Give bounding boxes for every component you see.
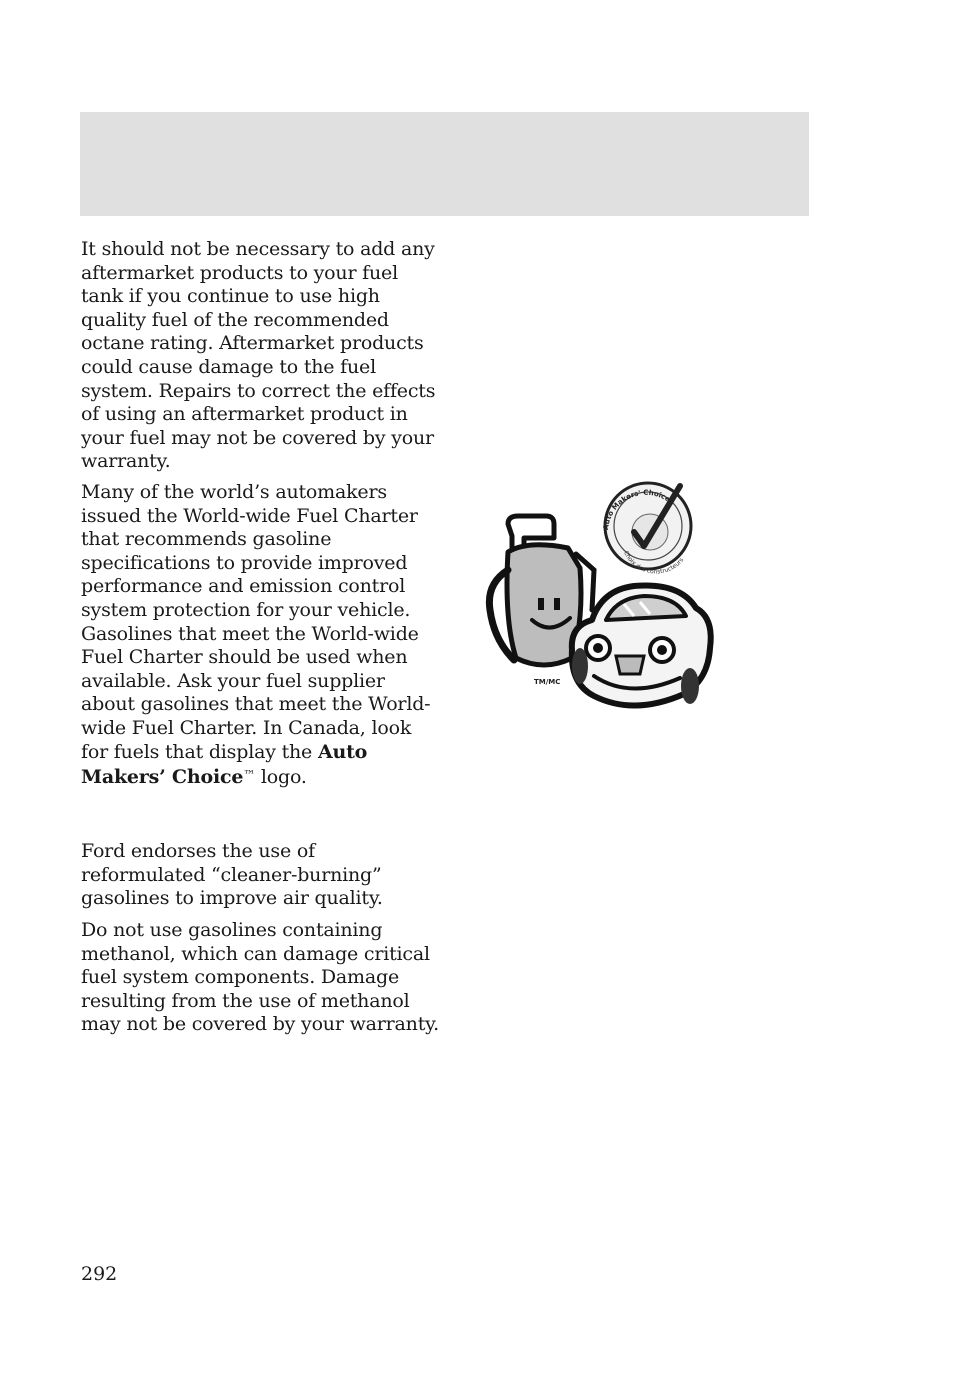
paragraph-reformulated-gasoline [81, 840, 441, 911]
trademark-symbol: ™ [243, 768, 256, 783]
paragraph-methanol-warning [81, 919, 441, 1037]
paragraph-fuel-charter [81, 481, 441, 790]
paragraph-tail: logo. [255, 766, 307, 789]
seal-check-icon [602, 483, 691, 576]
paragraph-text: Do not use gasolines containing methanol, which can damage critical fuel system components. Damage resulting from the use of methanol may not be covered by your warranty. [81, 919, 439, 1036]
paragraph-text: Many of the world’s automakers issued the World-wide Fuel Charter that recommends gasoline specifications to provide improved performance and emission control system protection for your vehicle. Gasolines that meet the World-wide Fuel Charter should be used when available. Ask your fuel supplier about gasolines that meet the World-wide Fuel Charter. In Canada, look for fuels that display the [81, 481, 431, 763]
paragraph-aftermarket-products [81, 238, 441, 474]
seal-text-top: Auto Makers' Choice [601, 488, 672, 531]
page-number: 292 [81, 1263, 118, 1285]
logo-tag-text: TM/MC [534, 678, 561, 686]
auto-makers-choice-logo [484, 480, 716, 720]
seal-text-bottom: Choix des constructeurs [622, 549, 686, 576]
header-band [80, 112, 809, 216]
paragraph-text: It should not be necessary to add any aftermarket products to your fuel tank if you continue to use high quality fuel of the recommended octane rating. Aftermarket products could cause damage to the fuel system. Repairs to correct the effects of using an aftermarket product in your fuel may not be covered by your warranty. [81, 238, 436, 473]
auto-makers-choice-term: Auto Makers’ Choice [81, 740, 368, 789]
paragraph-text: Ford endorses the use of reformulated “cleaner-burning” gasolines to improve air quality. [81, 840, 383, 910]
